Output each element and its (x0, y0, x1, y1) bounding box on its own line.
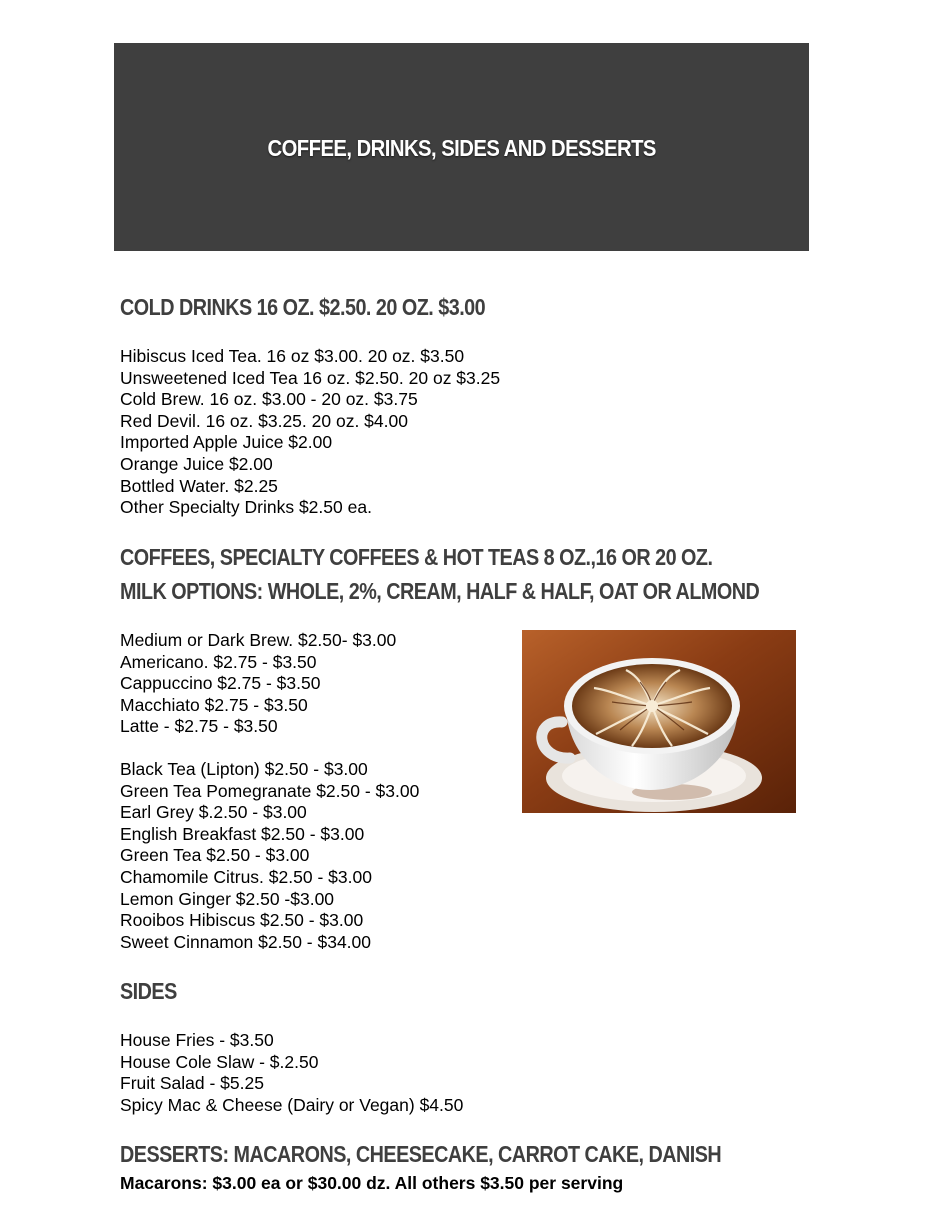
list-item: Sweet Cinnamon $2.50 - $34.00 (120, 931, 371, 952)
coffee-items-list (120, 630, 396, 738)
list-item: Latte - $2.75 - $3.50 (120, 716, 278, 737)
list-item: Red Devil. 16 oz. $3.25. 20 oz. $4.00 (120, 410, 408, 431)
list-item: English Breakfast $2.50 - $3.00 (120, 823, 365, 844)
list-item: Green Tea $2.50 - $3.00 (120, 845, 310, 866)
list-item: Unsweetened Iced Tea 16 oz. $2.50. 20 oz $3.25 (120, 367, 501, 388)
list-item: Imported Apple Juice $2.00 (120, 432, 333, 453)
list-item: Fruit Salad - $5.25 (120, 1073, 264, 1094)
list-item: Cold Brew. 16 oz. $3.00 - 20 oz. $3.75 (120, 389, 418, 410)
list-item: Cappuccino $2.75 - $3.50 (120, 673, 321, 694)
list-item: Hibiscus Iced Tea. 16 oz $3.00. 20 oz. $3.50 (120, 346, 465, 366)
tea-items-list (120, 759, 419, 953)
sides-list (120, 1030, 463, 1116)
list-item: House Cole Slaw - $.2.50 (120, 1051, 319, 1072)
list-item: Lemon Ginger $2.50 -$3.00 (120, 888, 335, 909)
list-item: Bottled Water. $2.25 (120, 475, 278, 496)
list-item: Other Specialty Drinks $2.50 ea. (120, 497, 372, 518)
list-item: Macchiato $2.75 - $3.50 (120, 694, 308, 715)
list-item: Earl Grey $.2.50 - $3.00 (120, 802, 307, 823)
list-item: Medium or Dark Brew. $2.50- $3.00 (120, 630, 397, 650)
list-item: House Fries - $3.50 (120, 1030, 274, 1050)
coffees-heading: COFFEES, SPECIALTY COFFEES & HOT TEAS 8 OZ.,16 OR 20 OZ. (120, 544, 713, 570)
cappuccino-photo (522, 630, 796, 813)
sides-heading: SIDES (120, 978, 177, 1004)
list-item: Rooibos Hibiscus $2.50 - $3.00 (120, 910, 364, 931)
list-item: Black Tea (Lipton) $2.50 - $3.00 (120, 759, 368, 779)
desserts-pricing-note: Macarons: $3.00 ea or $30.00 dz. All others $3.50 per serving (120, 1173, 624, 1193)
list-item: Green Tea Pomegranate $2.50 - $3.00 (120, 780, 420, 801)
list-item: Spicy Mac & Cheese (Dairy or Vegan) $4.50 (120, 1094, 464, 1115)
desserts-heading: DESSERTS: MACARONS, CHEESECAKE, CARROT CAKE, DANISH (120, 1141, 722, 1167)
cold-drinks-list (120, 346, 500, 519)
title-banner (114, 43, 809, 251)
list-item: Chamomile Citrus. $2.50 - $3.00 (120, 866, 372, 887)
list-item: Orange Juice $2.00 (120, 453, 273, 474)
cold-drinks-heading: COLD DRINKS 16 OZ. $2.50. 20 OZ. $3.00 (120, 294, 486, 320)
milk-options-heading: MILK OPTIONS: WHOLE, 2%, CREAM, HALF & HALF, OAT OR ALMOND (120, 578, 760, 604)
list-item: Americano. $2.75 - $3.50 (120, 651, 317, 672)
page-title: COFFEE, DRINKS, SIDES AND DESSERTS (267, 134, 656, 161)
